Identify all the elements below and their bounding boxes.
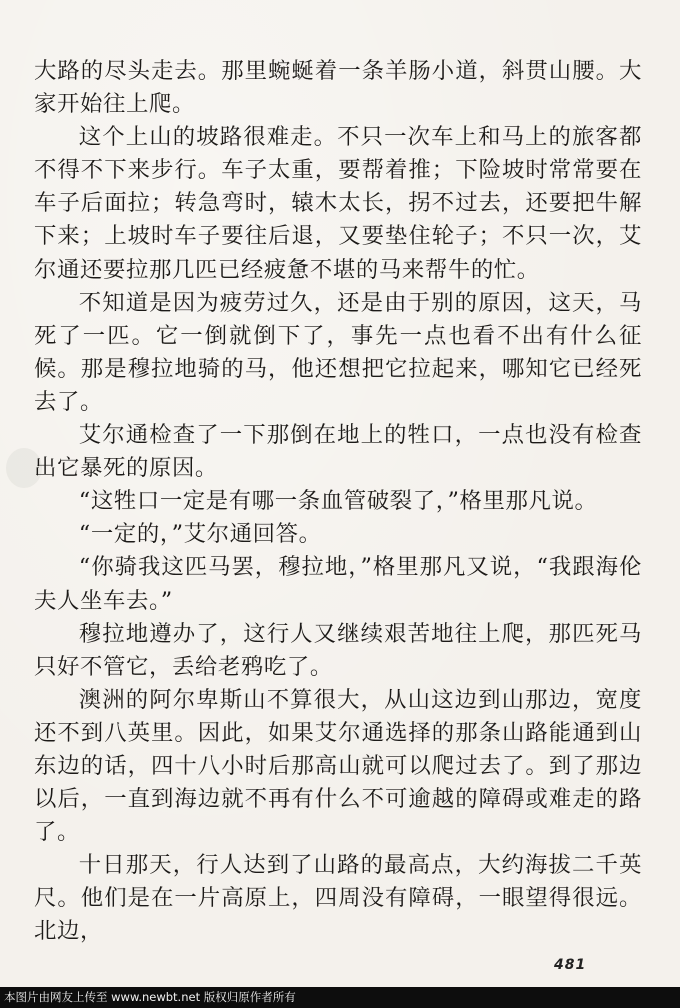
paragraph-6: “一定的，”艾尔通回答。 [78, 521, 322, 548]
paragraph-10: 十日那天，行人达到了山路的最高点，大约海拔二千英尺。他们是在一片高原上，四周没有障碍，一眼望得很远。北边， [34, 852, 642, 945]
paragraph-8: 穆拉地遵办了，这行人又继续艰苦地往上爬，那匹死马只好不管它，丢给老鸦吃了。 [34, 620, 642, 680]
paragraph-7: “你骑我这匹马罢，穆拉地，”格里那凡又说，“我跟海伦夫人坐车去。” [34, 554, 642, 614]
paragraph-9: 澳洲的阿尔卑斯山不算很大，从山这边到山那边，宽度还不到八英里。因此，如果艾尔通选择的那条山路能通到山东边的话，四十八小时后那高山就可以爬过去了。到了那边以后，一直到海边就不再有什么不可逾越的障碍或难走的路了。 [34, 686, 642, 846]
page-text [34, 55, 642, 949]
watermark-banner: 本图片由网友上传至 www.newbt.net 版权归原作者所有 [0, 987, 680, 1008]
paragraph-3: 不知道是因为疲劳过久，还是由于别的原因，这天，马死了一匹。它一倒就倒下了，事先一点也看不出有什么征候。那是穆拉地骑的马，他还想把它拉起来，哪知它已经死去了。 [34, 289, 642, 415]
paragraph-4: 艾尔通检查了一下那倒在地上的牲口，一点也没有检查出它暴死的原因。 [34, 422, 642, 482]
paragraph-5: “这牲口一定是有哪一条血管破裂了，”格里那凡说。 [78, 488, 598, 515]
paragraph-2: 这个上山的坡路很难走。不只一次车上和马上的旅客都不得不下来步行。车子太重，要帮着推；下险坡时常常要在车子后面拉；转急弯时，辕木太长，拐不过去，还要把牛解下来；上坡时车子要往后退，又要垫住轮子；不只一次，艾尔通还要拉那几匹已经疲惫不堪的马来帮牛的忙。 [34, 124, 642, 283]
paragraph-1: 大路的尽头走去。那里蜿蜒着一条羊肠小道，斜贯山腰。大家开始往上爬。 [34, 58, 642, 118]
page-number: 481 [554, 957, 587, 973]
